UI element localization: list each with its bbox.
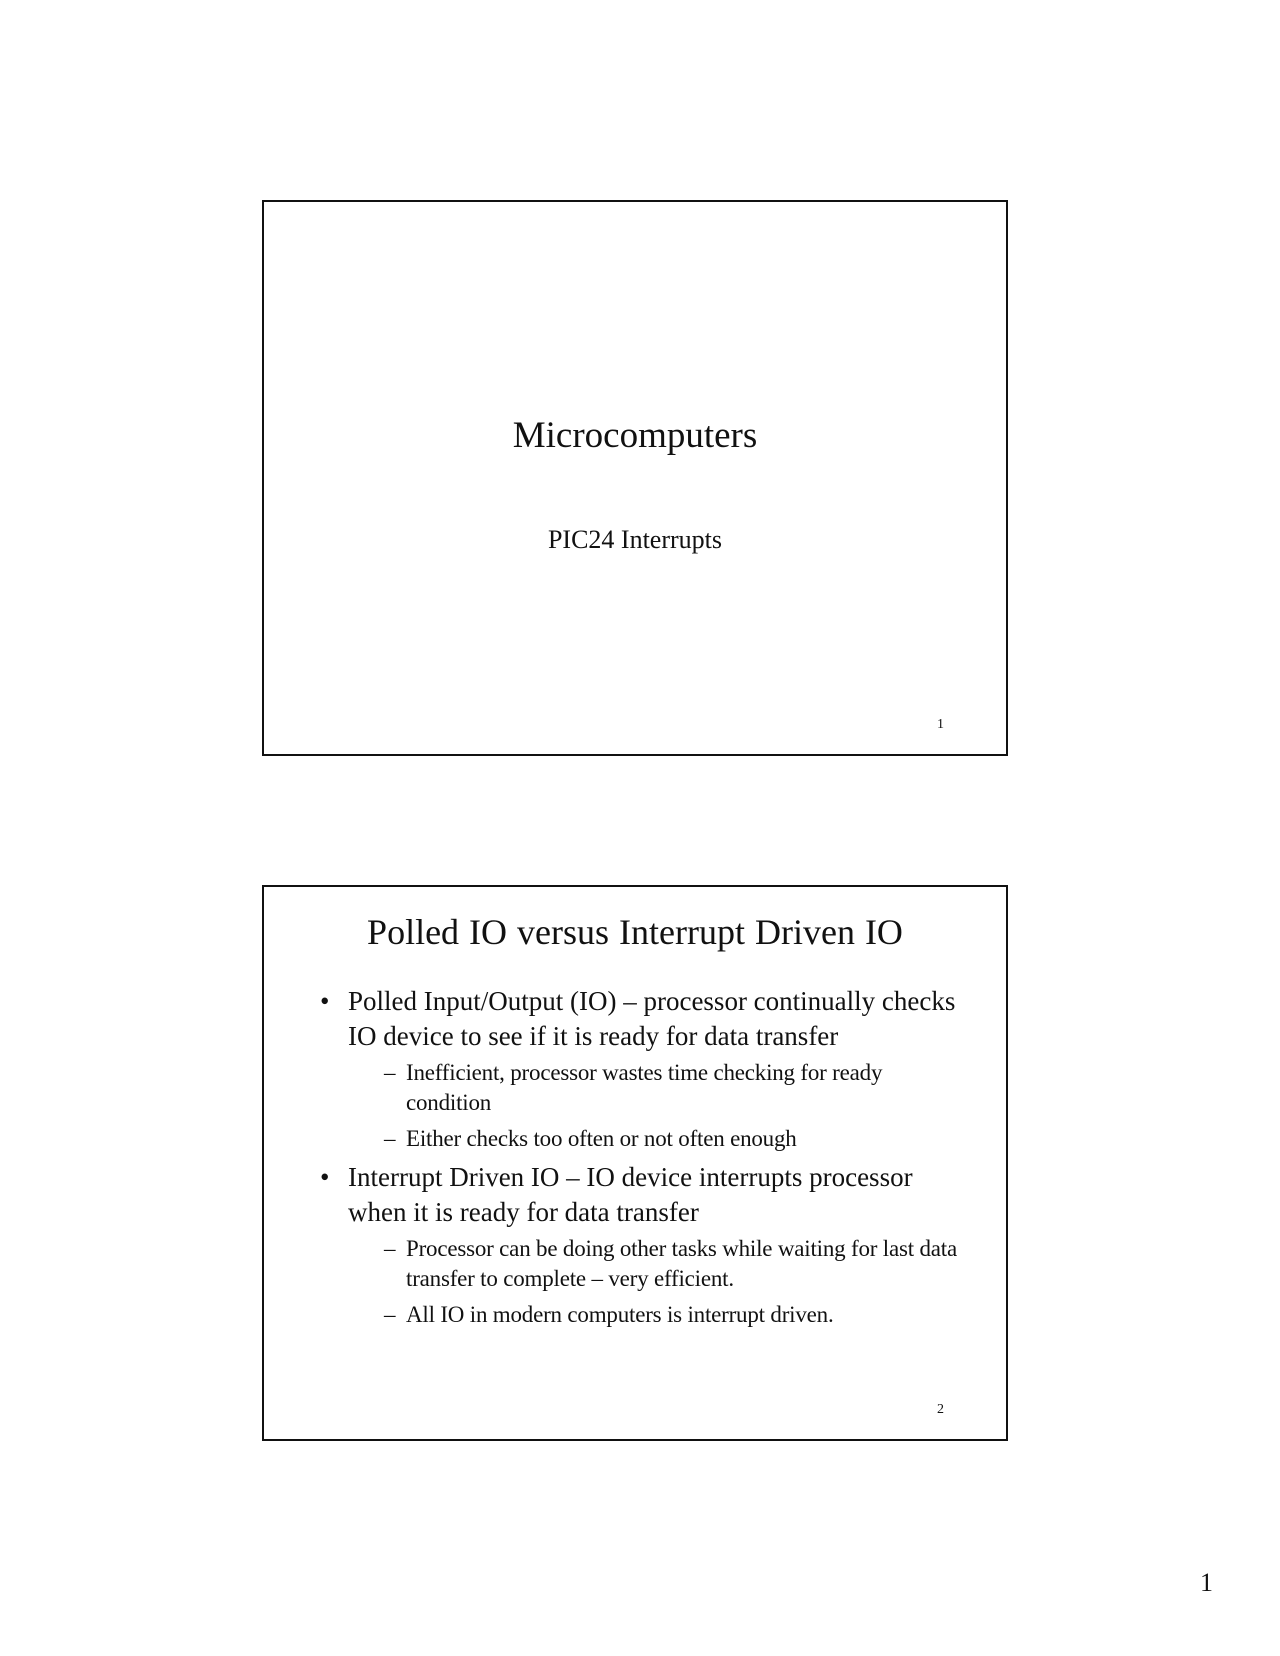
slide-1-title: Microcomputers (512, 415, 758, 456)
bullet-item (320, 1160, 960, 1330)
sub-bullet-text: Either checks too often or not often enough (406, 1126, 797, 1151)
sub-bullet-item (348, 1058, 960, 1118)
slide-2-bullet-list (320, 984, 960, 1336)
bullet-text: Interrupt Driven IO – IO device interrupts processor when it is ready for data transfer (348, 1162, 913, 1227)
sub-bullet-text: Inefficient, processor wastes time checking for ready condition (406, 1060, 883, 1115)
slide-1-number: 1 (937, 717, 944, 732)
bullet-mark: • (320, 1162, 330, 1192)
bullet-text: Polled Input/Output (IO) – processor continually checks IO device to see if it is ready for data transfer (348, 986, 956, 1051)
bullet-item (320, 984, 960, 1154)
sub-bullet-list (348, 1058, 960, 1154)
sub-bullet-mark: – (384, 1236, 396, 1261)
sub-bullet-text: Processor can be doing other tasks while waiting for last data transfer to complete – very efficient. (406, 1236, 957, 1291)
slide-2 (262, 885, 1008, 1441)
slide-1 (262, 200, 1008, 756)
sub-bullet-mark: – (384, 1126, 396, 1151)
page-number: 1 (1200, 1568, 1213, 1597)
sub-bullet-item (348, 1300, 960, 1330)
sub-bullet-mark: – (384, 1302, 396, 1327)
slide-2-number: 2 (937, 1402, 944, 1417)
sub-bullet-item (348, 1234, 960, 1294)
sub-bullet-text: All IO in modern computers is interrupt driven. (406, 1302, 834, 1327)
bullet-mark: • (320, 986, 330, 1016)
sub-bullet-item (348, 1124, 960, 1154)
sub-bullet-list (348, 1234, 960, 1330)
slide-2-title: Polled IO versus Interrupt Driven IO (367, 912, 903, 952)
slide-1-subtitle: PIC24 Interrupts (547, 525, 723, 554)
sub-bullet-mark: – (384, 1060, 396, 1085)
